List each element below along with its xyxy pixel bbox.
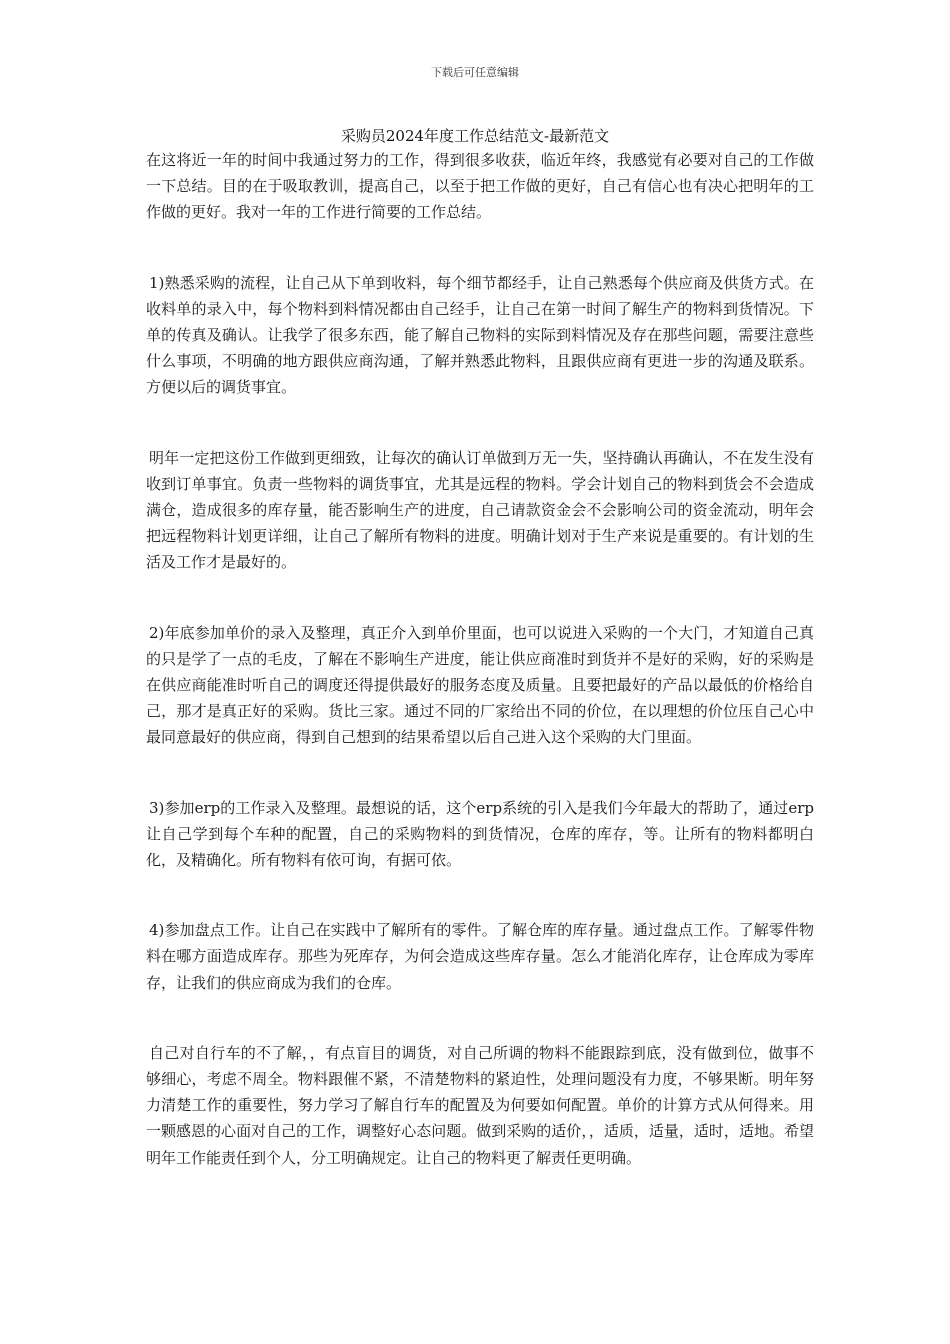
document-body <box>146 147 814 1171</box>
paragraph-spacer <box>146 576 814 620</box>
section-4-paragraph: 4)参加盘点工作。让自己在实践中了解所有的零件。了解仓库的库存量。通过盘点工作。了解零件物料在哪方面造成库存。那些为死库存，为何会造成这些库存量。怎么才能消化库存，让仓库成为零库存，让我们的供应商成为我们的仓库。 <box>146 921 814 992</box>
download-note: 下载后可任意编辑 <box>431 66 519 79</box>
section-2-paragraph: 2)年底参加单价的录入及整理，真正介入到单价里面，也可以说进入采购的一个大门，才知道自己真的只是学了一点的毛皮，了解在不影响生产进度，能让供应商准时到货并不是好的采购，好的采购是在供应商能准时听自己的调度还得提供最好的服务态度及质量。且要把最好的产品以最低的价格给自己，那才是真正好的采购。货比三家。通过不同的厂家给出不同的价位，在以理想的价位压自己心中最同意最好的供应商，得到自己想到的结果希望以后自己进入这个采购的大门里面。 <box>146 623 814 747</box>
reflection-paragraph: 自己对自行车的不了解，，有点盲目的调货，对自己所调的物料不能跟踪到底，没有做到位，做事不够细心，考虑不周全。物料跟催不紧，不清楚物料的紧迫性，处理问题没有力度，不够果断。明年努力清楚工作的重要性，努力学习了解自行车的配置及为何要如何配置。单价的计算方式从何得来。用一颗感恩的心面对自己的工作，调整好心态问题。做到采购的适价，，适质，适量，适时，适地。希望明年工作能责任到个人，分工明确规定。让自己的物料更了解责任更明确。 <box>146 1043 814 1167</box>
paragraph-spacer <box>146 873 814 917</box>
plan-paragraph: 明年一定把这份工作做到更细致，让每次的确认订单做到万无一失，坚持确认再确认，不在发生没有收到订单事宜。负责一些物料的调货事宜，尤其是远程的物料。学会计划自己的物料到货会不会造成满仓，造成很多的库存量，能否影响生产的进度，自己请款资金会不会影响公司的资金流动，明年会把远程物料计划更详细，让自己了解所有物料的进度。明确计划对于生产来说是重要的。有计划的生活及工作才是最好的。 <box>146 448 814 572</box>
paragraph-spacer <box>146 751 814 795</box>
section-1-paragraph: 1)熟悉采购的流程，让自己从下单到收料，每个细节都经手，让自己熟悉每个供应商及供货方式。在收料单的录入中，每个物料到料情况都由自己经手，让自己在第一时间了解生产的物料到货情况。下单的传真及确认。让我学了很多东西，能了解自己物料的实际到料情况及存在那些问题，需要注意些什么事项，不明确的地方跟供应商沟通，了解并熟悉此物料，且跟供应商有更进一步的沟通及联系。方便以后的调货事宜。 <box>146 273 814 397</box>
paragraph-spacer <box>146 226 814 270</box>
section-3-paragraph: 3)参加erp的工作录入及整理。最想说的话，这个erp系统的引入是我们今年最大的帮助了，通过erp让自己学到每个车种的配置，自己的采购物料的到货情况，仓库的库存，等。让所有的物料都明白化，及精确化。所有物料有依可询，有据可依。 <box>146 798 814 870</box>
document-title: 采购员2024年度工作总结范文-最新范文 <box>340 127 610 145</box>
intro-paragraph: 在这将近一年的时间中我通过努力的工作，得到很多收获，临近年终，我感觉有必要对自己的工作做一下总结。目的在于吸取教训，提高自己，以至于把工作做的更好，自己有信心也有决心把明年的工作做的更好。我对一年的工作进行简要的工作总结。 <box>146 151 814 222</box>
paragraph-spacer <box>146 401 814 445</box>
paragraph-spacer <box>146 996 814 1040</box>
